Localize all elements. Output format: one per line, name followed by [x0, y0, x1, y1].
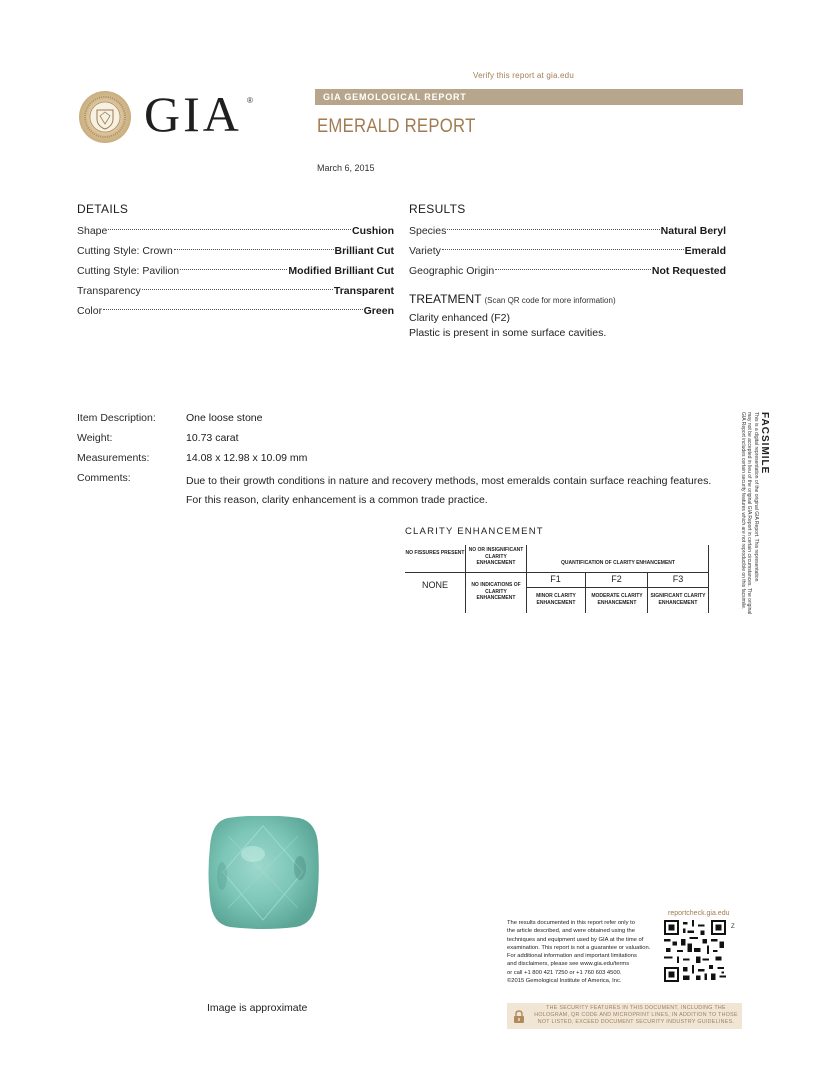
result-value: Emerald: [684, 245, 726, 257]
dot-leader: [495, 269, 651, 270]
report-date: March 6, 2015: [317, 163, 375, 173]
report-type-label: GIA GEMOLOGICAL REPORT: [323, 92, 467, 102]
detail-value: Modified Brilliant Cut: [288, 265, 394, 277]
grade-f2-code: F2: [611, 574, 622, 584]
col-insignificant: NO OR INSIGNIFICANT CLARITY ENHANCEMENT: [468, 547, 524, 566]
results-heading: RESULTS: [409, 202, 466, 216]
result-value: Natural Beryl: [660, 225, 726, 237]
detail-value: Cushion: [352, 225, 394, 237]
dot-leader: [142, 289, 333, 290]
detail-row-color: [77, 301, 394, 321]
treatment-title: TREATMENT: [409, 292, 482, 306]
detail-label: Transparency: [77, 285, 141, 297]
no-indications: NO INDICATIONS OF CLARITY ENHANCEMENT: [471, 582, 521, 601]
qr-code-icon[interactable]: [664, 920, 726, 982]
grade-f3-code: F3: [672, 574, 684, 584]
table-line: [526, 587, 709, 588]
detail-row-crown: [77, 241, 394, 261]
emerald-stone-image: [208, 816, 319, 929]
result-label: Variety: [409, 245, 441, 257]
result-label: Geographic Origin: [409, 265, 495, 277]
result-row-variety: [409, 241, 726, 261]
verify-link[interactable]: Verify this report at gia.edu: [473, 71, 574, 80]
dot-leader: [108, 229, 351, 230]
disclaimer-line: examination. This report is not a guarantee or valuation.: [507, 944, 651, 951]
grade-f3-desc: SIGNIFICANT CLARITY ENHANCEMENT: [650, 593, 706, 606]
disclaimer-line: the article described, and were obtained using the: [507, 928, 635, 935]
detail-row-shape: [77, 221, 394, 241]
treatment-note: (Scan QR code for more information): [484, 296, 616, 305]
detail-label: Cutting Style: Pavilion: [77, 265, 180, 277]
col-quantification: QUANTIFICATION OF CLARITY ENHANCEMENT: [561, 560, 675, 566]
dot-leader: [174, 249, 334, 250]
detail-value: Brilliant Cut: [334, 245, 394, 257]
detail-value: Green: [363, 305, 394, 317]
clarity-none: NONE: [421, 580, 448, 590]
result-row-origin: [409, 261, 726, 281]
disclaimer-text: [507, 919, 659, 985]
facsimile-line: This is a digital representation of the original GIA Report. This representation: [753, 412, 759, 582]
disclaimer-line: For additional information and important limitations: [507, 953, 637, 960]
table-line: [708, 545, 709, 613]
qr-suffix: Z: [731, 924, 735, 930]
dot-leader: [447, 229, 659, 230]
result-label: Species: [409, 225, 447, 237]
detail-value: Transparent: [333, 285, 394, 297]
comments-label: Comments:: [77, 472, 131, 484]
detail-label: Shape: [77, 225, 108, 237]
measurements-label: Measurements:: [77, 452, 150, 464]
grade-f1-desc: MINOR CLARITY ENHANCEMENT: [536, 593, 576, 606]
registered-mark: ®: [247, 96, 253, 105]
treatment-line: Clarity enhanced (F2): [409, 312, 510, 324]
weight-value: 10.73 carat: [186, 432, 239, 444]
treatment-line: Plastic is present in some surface cavities.: [409, 327, 607, 339]
facsimile-title: FACSIMILE: [759, 412, 770, 475]
measurements-value: 14.08 x 12.98 x 10.09 mm: [186, 452, 308, 464]
detail-row-pavilion: [77, 261, 394, 281]
disclaimer-line: The results documented in this report refer only to: [507, 920, 635, 926]
disclaimer-line: or call +1 800 421 7250 or +1 760 603 4500.: [507, 969, 622, 976]
facsimile-line: GIA Report includes certain security features which are not reproducible on this facsimile.: [740, 412, 746, 610]
treatment-heading: [409, 292, 616, 306]
weight-label: Weight:: [77, 432, 113, 444]
result-value: Not Requested: [651, 265, 726, 277]
grade-f2-desc: MODERATE CLARITY ENHANCEMENT: [591, 593, 643, 606]
item-description-label: Item Description:: [77, 412, 156, 424]
disclaimer-line: ©2015 Gemological Institute of America, Inc.: [507, 978, 622, 985]
details-heading: DETAILS: [77, 202, 129, 216]
comments-value: Due to their growth conditions in nature and recovery methods, most emeralds contain surface reaching features. For this reason, clarity enhancement is a common trade practice.: [186, 475, 712, 506]
result-row-species: [409, 221, 726, 241]
col-no-fissures: NO FISSURES PRESENT: [405, 550, 465, 556]
reportcheck-link[interactable]: reportcheck.gia.edu: [668, 910, 730, 917]
security-features-text: THE SECURITY FEATURES IN THIS DOCUMENT, INCLUDING THE HOLOGRAM, QR CODE AND MICROPRINT LINES, IN ADDITION TO THOSE NOT LISTED, EXCEED DOCUMENT SECURITY INDUSTRY GUIDELINES.: [534, 1005, 738, 1026]
image-caption: Image is approximate: [207, 1002, 308, 1014]
disclaimer-line: techniques and equipment used by GIA at the time of: [507, 936, 644, 943]
facsimile-line: may not be accepted in lieu of the original GIA Report in certain circumstances. The original: [746, 412, 753, 615]
facsimile-notice: [740, 412, 771, 692]
dot-leader: [103, 309, 363, 310]
dot-leader: [442, 249, 684, 250]
results-list: [409, 221, 726, 281]
table-line: [465, 545, 466, 613]
gia-seal-icon: [78, 90, 132, 144]
detail-row-transparency: [77, 281, 394, 301]
report-title: EMERALD REPORT: [317, 116, 476, 137]
clarity-enhancement-title: CLARITY ENHANCEMENT: [405, 526, 544, 537]
clarity-enhancement-table: [405, 545, 709, 615]
table-line: [405, 572, 709, 573]
item-description-value: One loose stone: [186, 412, 263, 424]
lock-icon: [513, 1010, 525, 1023]
gia-logo: GIA: [144, 86, 242, 142]
details-list: [77, 221, 394, 321]
grade-f1-code: F1: [550, 574, 561, 584]
detail-label: Color: [77, 305, 103, 317]
detail-label: Cutting Style: Crown: [77, 245, 173, 257]
dot-leader: [180, 269, 287, 270]
disclaimer-line: and disclaimers, please see www.gia.edu/terms: [507, 961, 630, 968]
